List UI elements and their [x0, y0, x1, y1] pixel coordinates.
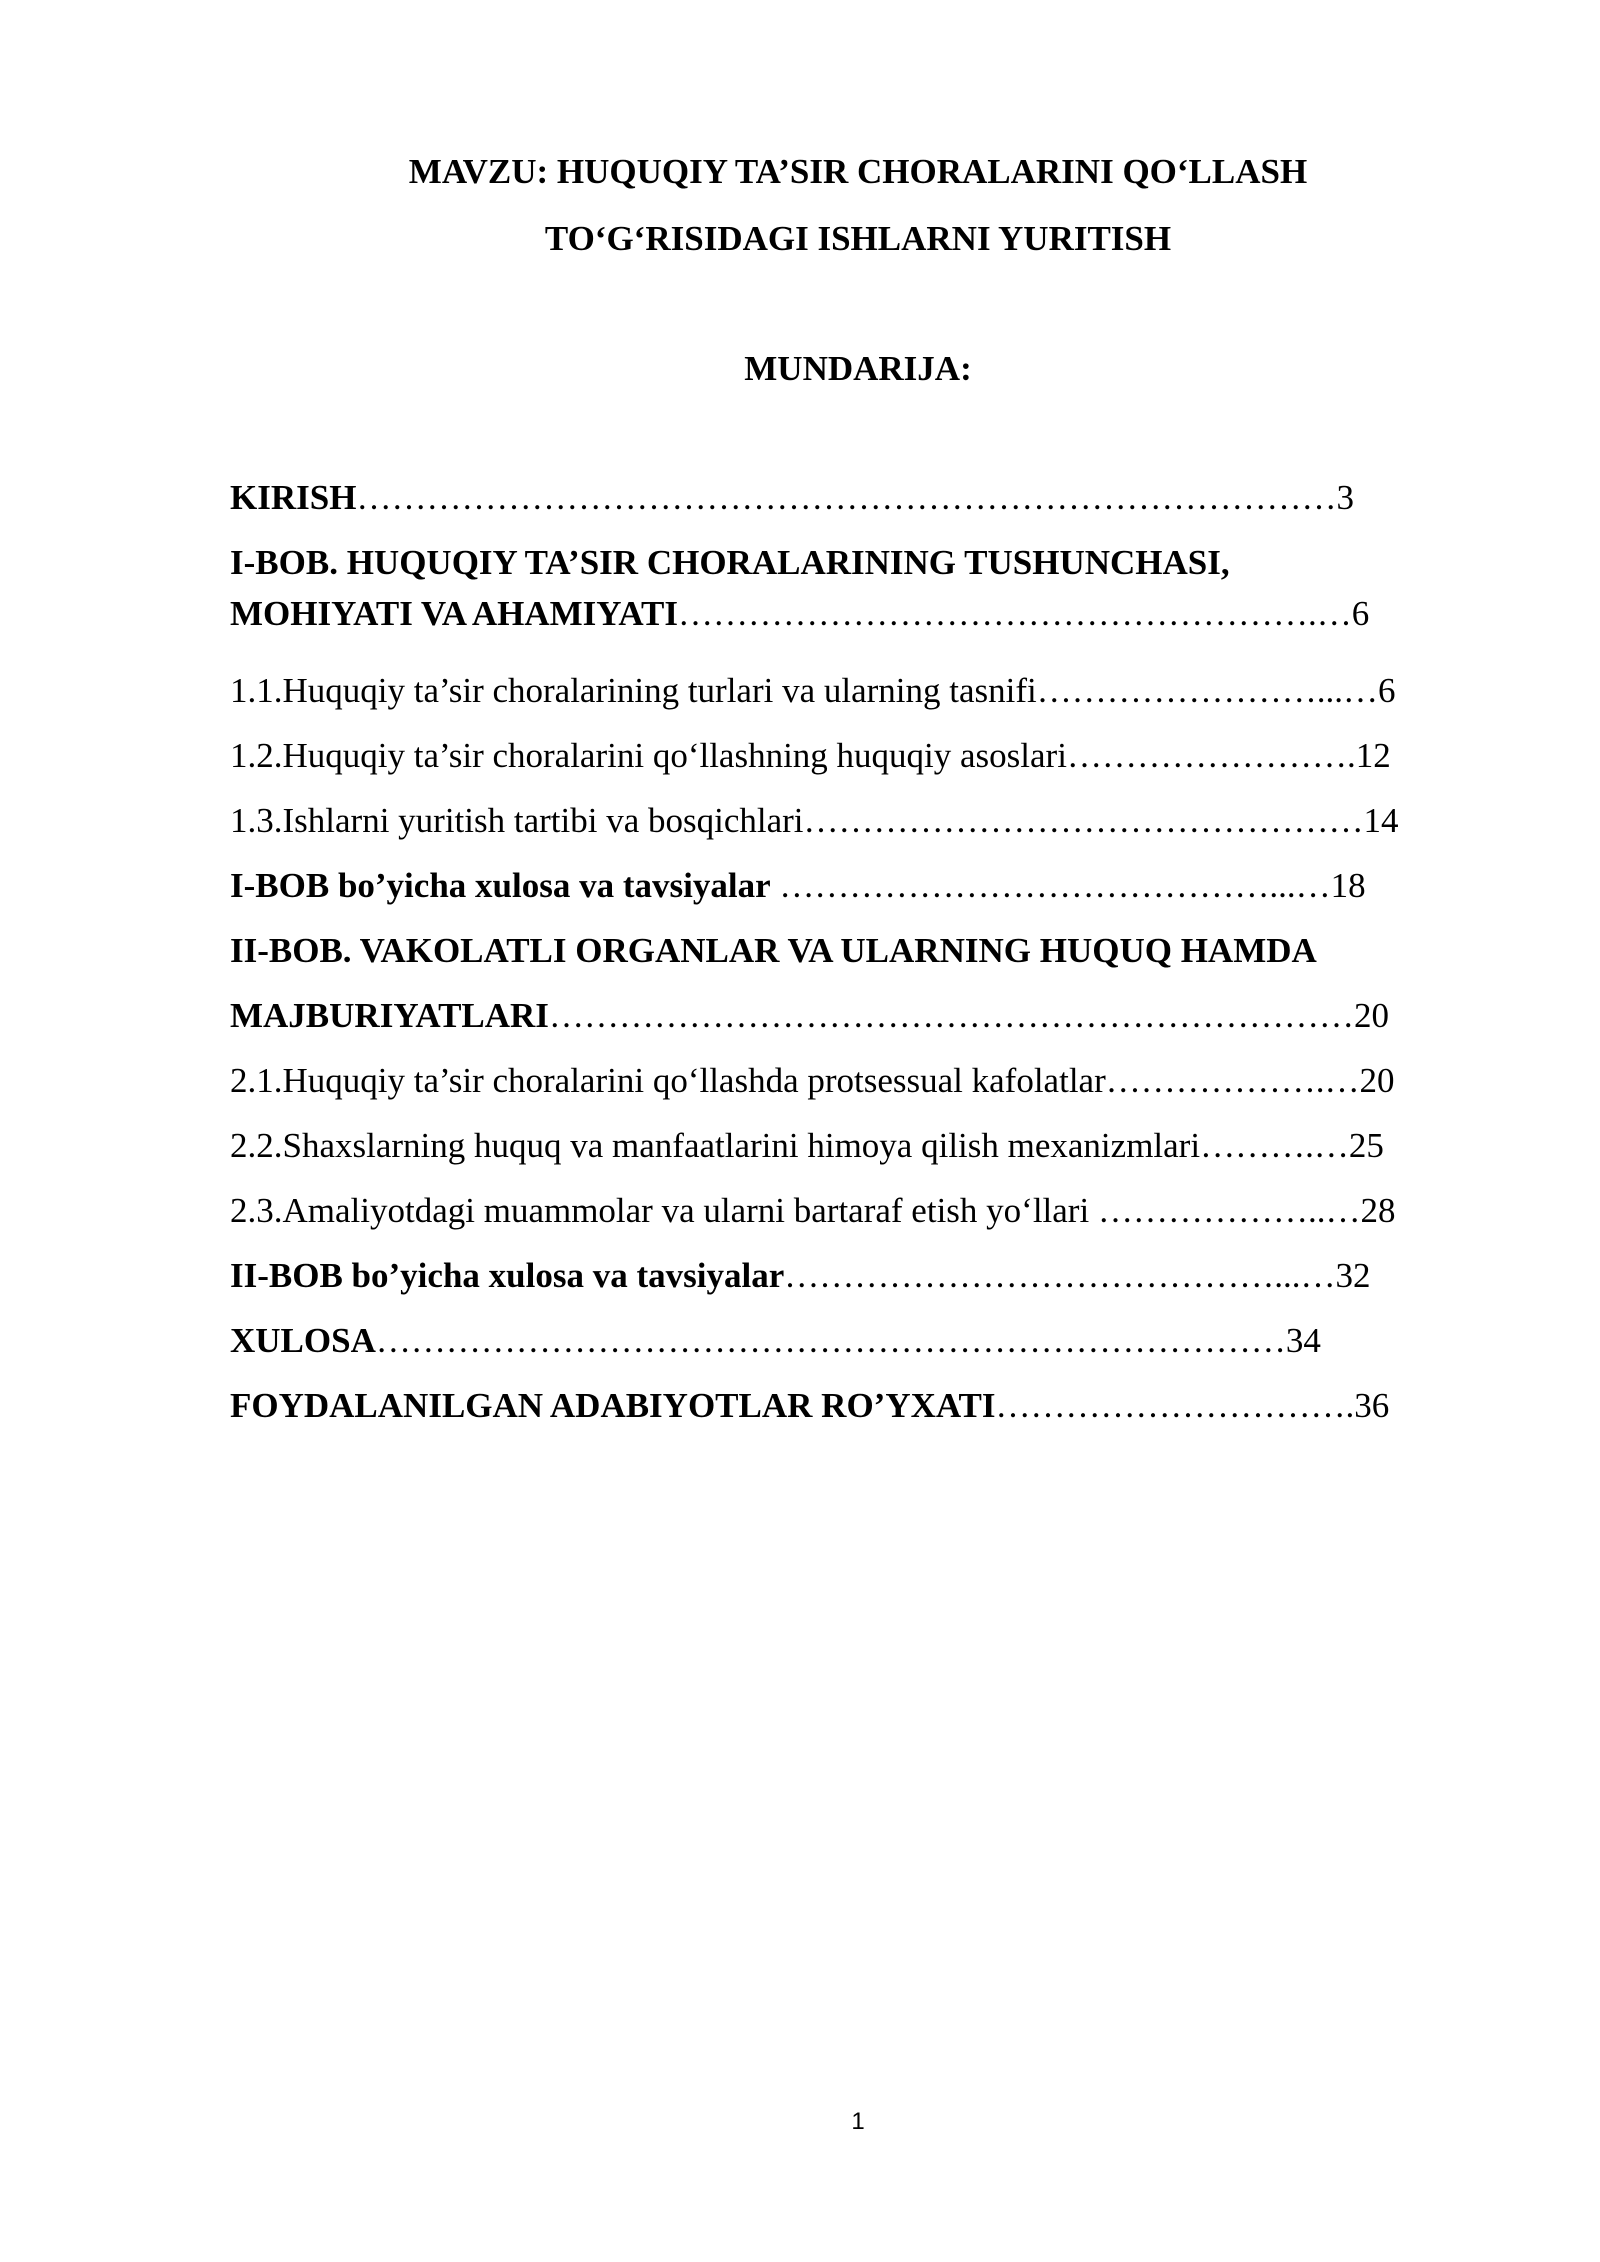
toc-entry-label: II-BOB bo’yicha xulosa va tavsiyalar — [230, 1256, 785, 1295]
toc-page-number: 25 — [1348, 1126, 1384, 1165]
toc-leader-dots: …………………………………………………………… — [548, 996, 1354, 1035]
toc-entry-label: FOYDALANILGAN ADABIYOTLAR RO’YXATI — [230, 1386, 996, 1425]
toc-entry-label: I-BOB. HUQUQIY TA’SIR CHORALARINING TUSHUNCHASI, — [230, 543, 1230, 582]
toc-leader-dots: ………………………………………… — [803, 801, 1364, 840]
toc-entry-label: MAJBURIYATLARI — [230, 996, 549, 1035]
document-title-line-1: MAVZU: HUQUQIY TA’SIR CHORALARINI QO‘LLASH — [408, 152, 1308, 191]
toc-page-number: 32 — [1335, 1256, 1371, 1295]
toc-entry-chapter-2-line-2 — [230, 998, 1389, 1033]
toc-page-number: 20 — [1353, 996, 1389, 1035]
toc-page-number: 14 — [1363, 801, 1399, 840]
page-number: 1 — [851, 2108, 865, 2135]
toc-entry-xulosa — [230, 1323, 1321, 1358]
document-title-line-2: TO‘G‘RISIDAGI ISHLARNI YURITISH — [544, 219, 1172, 258]
toc-entry-section-2-3 — [230, 1193, 1395, 1228]
toc-page-number: 6 — [1351, 594, 1370, 633]
toc-page-number: 36 — [1354, 1386, 1390, 1425]
toc-entry-section-1-1 — [230, 673, 1396, 708]
toc-page-number: 12 — [1355, 736, 1391, 775]
toc-entry-label: II-BOB. VAKOLATLI ORGANLAR VA ULARNING HUQUQ HAMDA — [230, 931, 1317, 970]
toc-entry-label: 1.2.Huquqiy ta’sir choralarini qo‘llashning huquqiy asoslari — [230, 736, 1067, 775]
toc-entry-chapter-1-line-2 — [230, 596, 1369, 631]
toc-page-number: 6 — [1378, 671, 1396, 710]
toc-page-number: 28 — [1360, 1191, 1396, 1230]
toc-leader-dots: ………………………………………………………………………… — [356, 478, 1337, 517]
toc-entry-label: XULOSA — [230, 1321, 376, 1360]
toc-entry-label: KIRISH — [230, 478, 357, 517]
toc-entry-label: 1.3.Ishlarni yuritish tartibi va bosqichlari — [230, 801, 804, 840]
toc-entry-chapter-2-summary — [230, 1258, 1370, 1293]
toc-entry-section-1-3 — [230, 803, 1399, 838]
toc-leader-dots: ………………..… — [1097, 1191, 1361, 1230]
toc-heading: MUNDARIJA: — [744, 349, 972, 388]
toc-entry-section-2-1 — [230, 1063, 1395, 1098]
toc-leader-dots: ……………….… — [1105, 1061, 1360, 1100]
toc-page-number: 20 — [1359, 1061, 1395, 1100]
toc-leader-dots: ……….… — [1200, 1126, 1349, 1165]
toc-entry-label: I-BOB bo’yicha xulosa va tavsiyalar — [230, 866, 771, 905]
toc-leader-dots: ……………………………………………….… — [678, 594, 1352, 633]
toc-entry-label: 2.1.Huquqiy ta’sir choralarini qo‘llashda protsessual kafolatlar — [230, 1061, 1106, 1100]
toc-entry-chapter-2-line-1 — [230, 933, 1317, 968]
toc-leader-dots: ……………………………………...… — [784, 1256, 1336, 1295]
toc-entry-label: 2.2.Shaxslarning huquq va manfaatlarini himoya qilish mexanizmlari — [230, 1126, 1201, 1165]
toc-entry-label: 1.1.Huquqiy ta’sir choralarining turlari va ularning tasnifi — [230, 671, 1037, 710]
toc-entry-bibliography — [230, 1388, 1389, 1423]
toc-page-number: 18 — [1330, 866, 1366, 905]
toc-leader-dots: …………………………………………………………………… — [375, 1321, 1286, 1360]
toc-entry-chapter-1-line-1 — [230, 545, 1230, 580]
toc-leader-dots: ……………………. — [1066, 736, 1356, 775]
toc-leader-dots: ……………………………………...… — [770, 866, 1331, 905]
toc-leader-dots: …………………………. — [995, 1386, 1355, 1425]
toc-entry-section-1-2 — [230, 738, 1391, 773]
toc-page-number: 34 — [1285, 1321, 1321, 1360]
toc-entry-kirish — [230, 480, 1354, 515]
toc-entry-label: 2.3.Amaliyotdagi muammolar va ularni bartaraf etish yo‘llari — [230, 1191, 1098, 1230]
toc-entry-label: MOHIYATI VA AHAMIYATI — [230, 594, 678, 633]
toc-page-number: 3 — [1336, 478, 1354, 517]
toc-entry-chapter-1-summary — [230, 868, 1366, 903]
toc-leader-dots: ……………………...… — [1036, 671, 1378, 710]
toc-entry-section-2-2 — [230, 1128, 1384, 1163]
